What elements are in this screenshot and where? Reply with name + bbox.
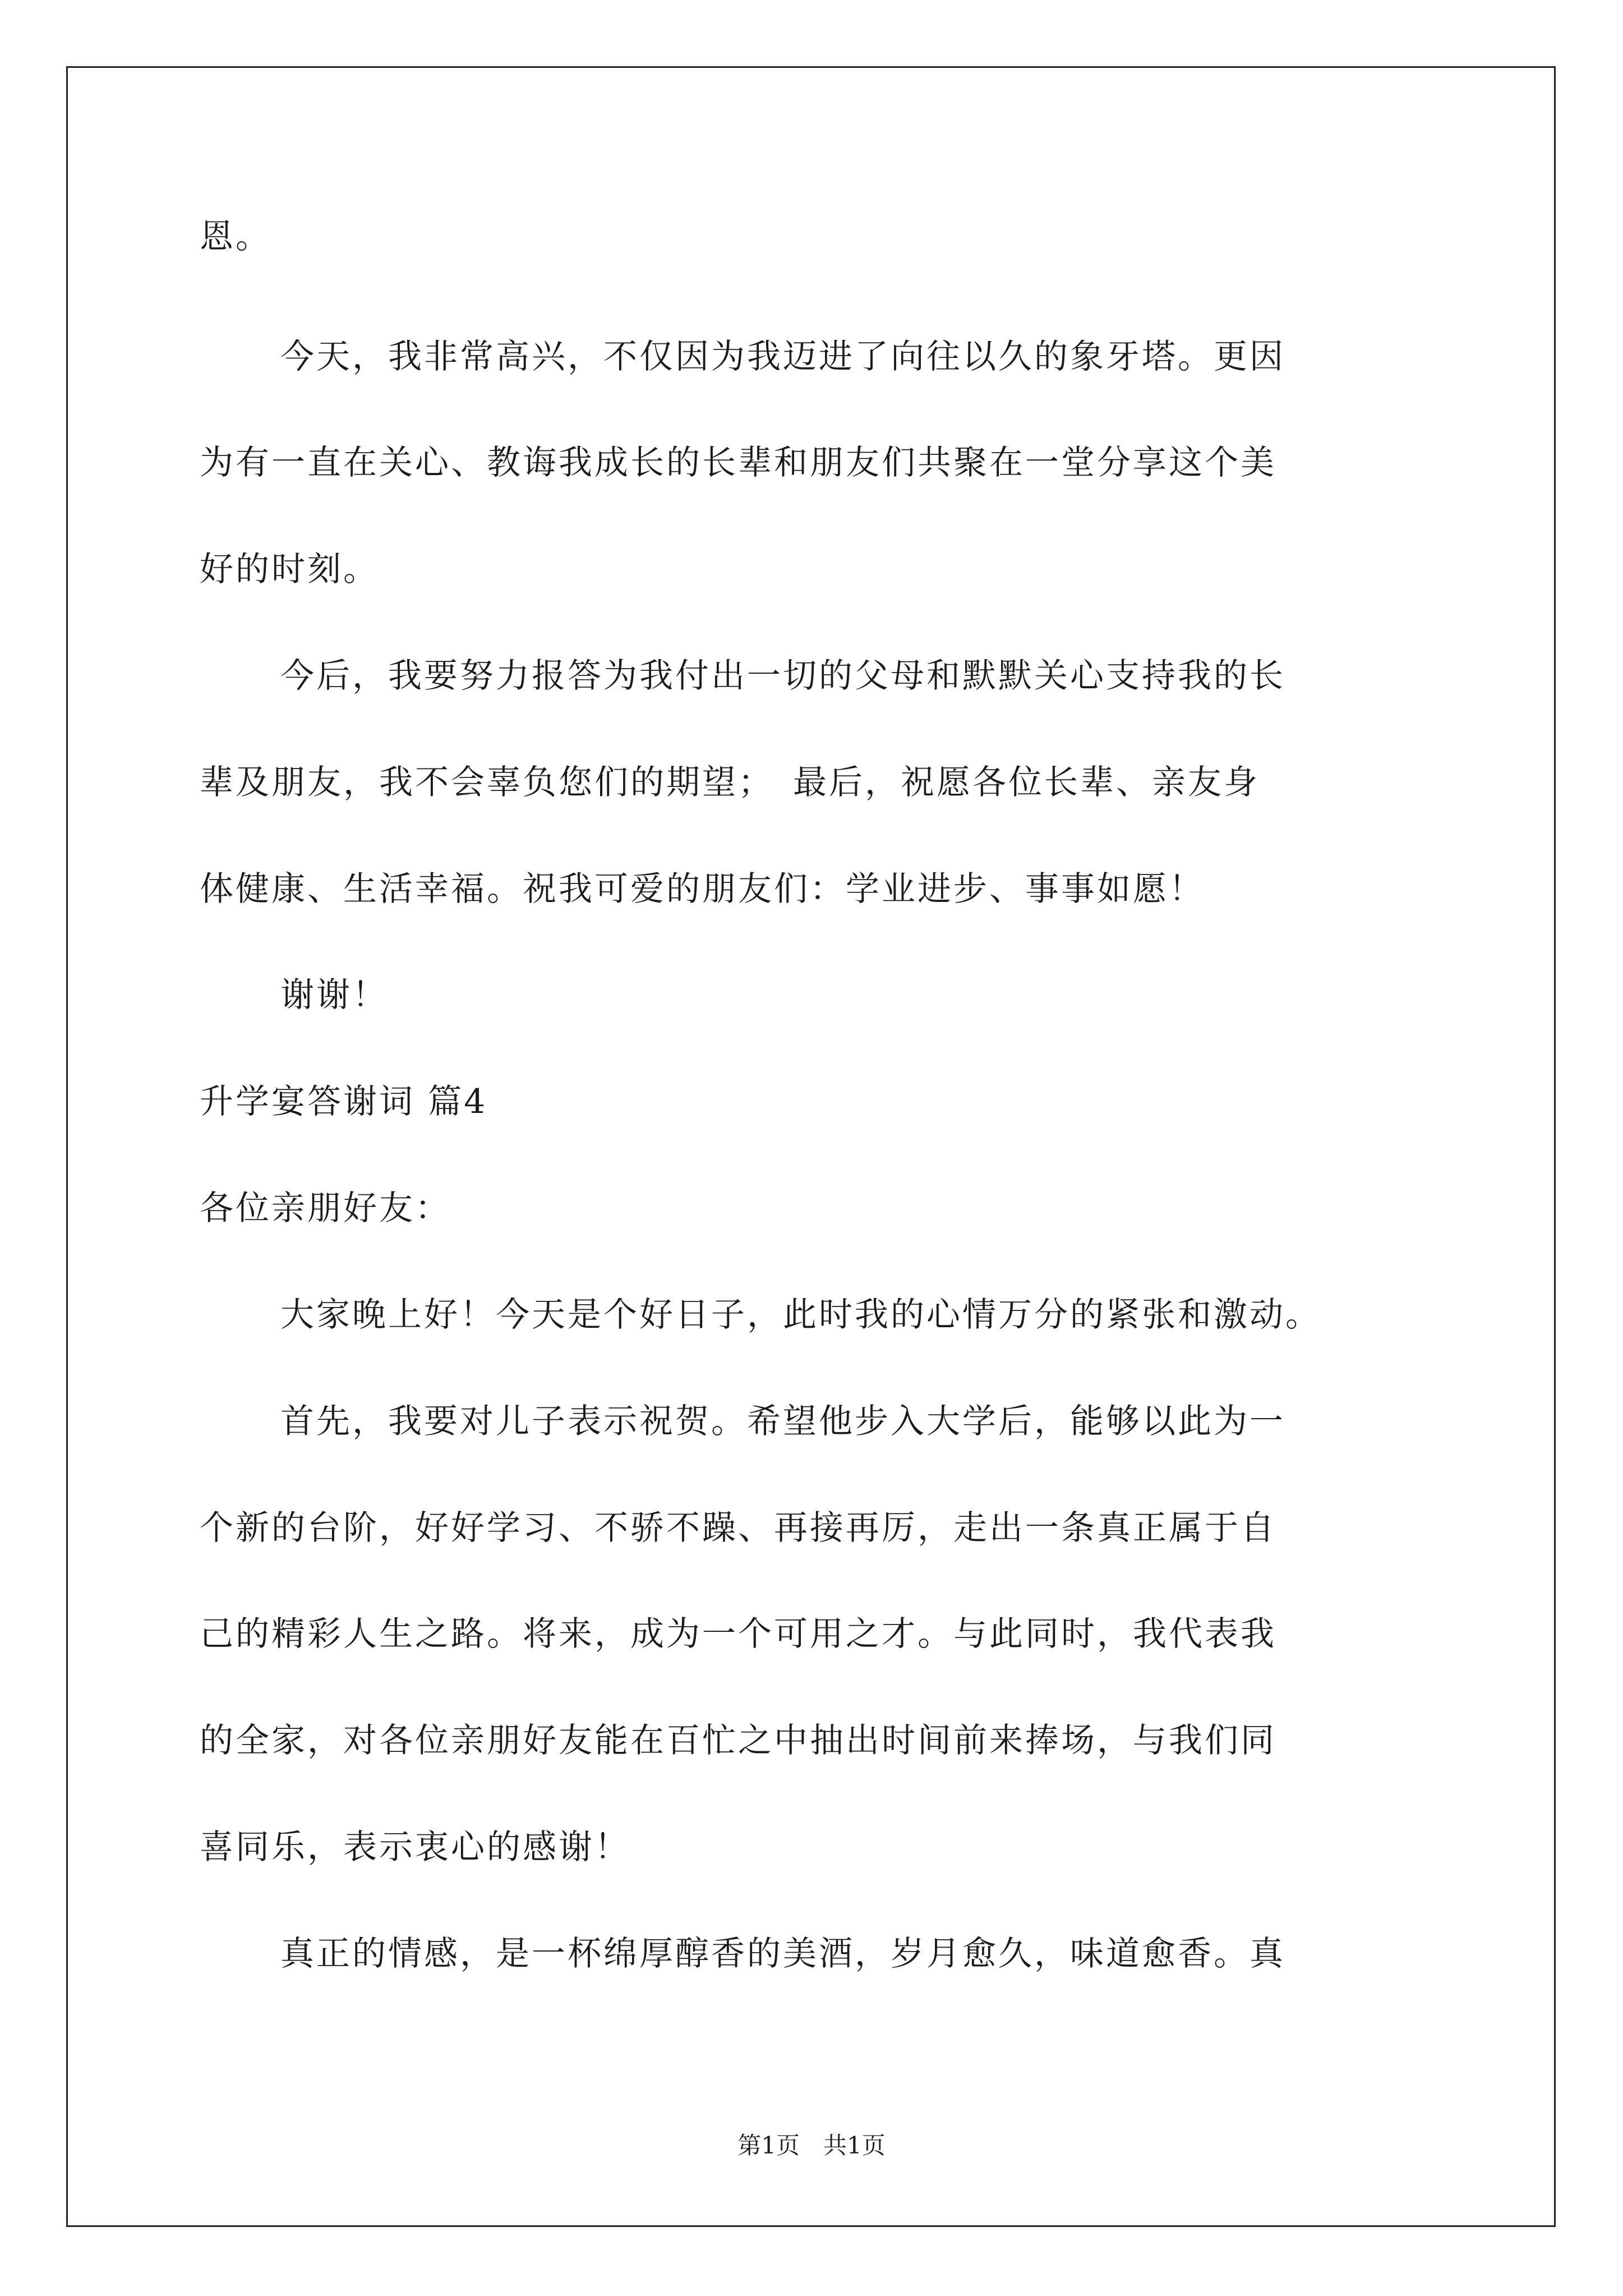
- text-line: 己的精彩人生之路。将来，成为一个可用之才。与此同时，我代表我: [200, 1614, 1276, 1654]
- text-line: 好的时刻。: [200, 550, 379, 589]
- text-line: 喜同乐，表示衷心的感谢！: [200, 1828, 630, 1867]
- section-heading: 升学宴答谢词 篇4: [200, 1082, 488, 1121]
- text-line: 谢谢！: [280, 976, 388, 1015]
- text-line: 大家晚上好！今天是个好日子，此时我的心情万分的紧张和激动。: [280, 1295, 1321, 1335]
- text-line: 今天，我非常高兴，不仅因为我迈进了向往以久的象牙塔。更因: [280, 337, 1285, 376]
- text-line: 的全家，对各位亲朋好友能在百忙之中抽出时间前来捧场，与我们同: [200, 1721, 1276, 1760]
- text-line: 今后，我要努力报答为我付出一切的父母和默默关心支持我的长: [280, 656, 1285, 696]
- salutation: 各位亲朋好友：: [200, 1189, 451, 1228]
- text-line: 首先，我要对儿子表示祝贺。希望他步入大学后，能够以此为一: [280, 1402, 1285, 1441]
- text-line: 真正的情感，是一杯绵厚醇香的美酒，岁月愈久，味道愈香。真: [280, 1934, 1285, 1973]
- text-line: 辈及朋友，我不会辜负您们的期望； 最后，祝愿各位长辈、亲友身: [200, 763, 1260, 802]
- page-border: [66, 66, 1556, 2227]
- page-footer: 第1页 共1页: [737, 2132, 886, 2159]
- text-line: 恩。: [200, 217, 271, 256]
- text-line: 为有一直在关心、教诲我成长的长辈和朋友们共聚在一堂分享这个美: [200, 443, 1276, 482]
- text-line: 体健康、生活幸福。祝我可爱的朋友们：学业进步、事事如愿！: [200, 869, 1205, 909]
- text-line: 个新的台阶，好好学习、不骄不躁、再接再厉，走出一条真正属于自: [200, 1508, 1276, 1548]
